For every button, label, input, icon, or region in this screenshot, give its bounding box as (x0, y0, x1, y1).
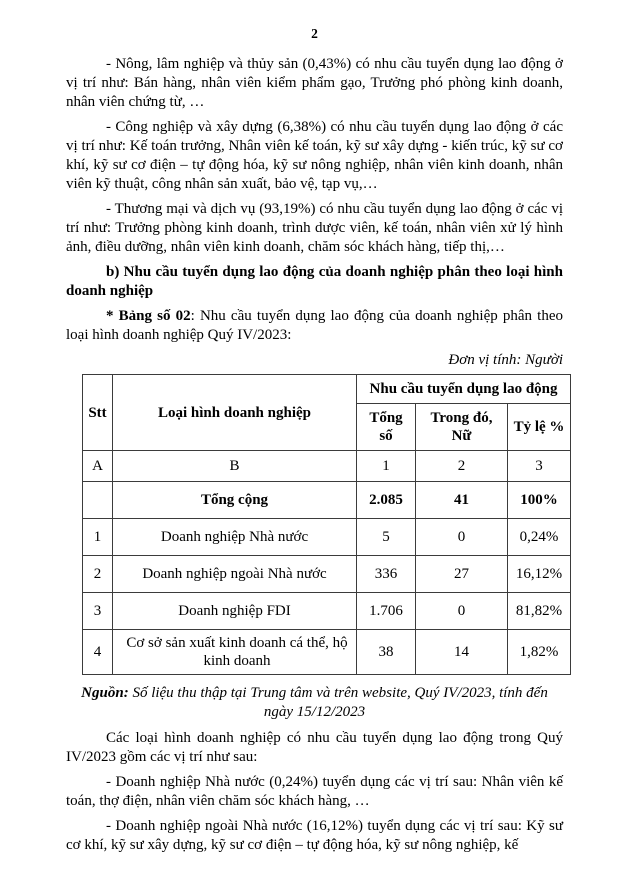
paragraph-state-enterprise: - Doanh nghiệp Nhà nước (0,24%) tuyển dụng các vị trí sau: Nhân viên kế toán, thợ điện, nhân viên chăm sóc khách hàng, … (66, 774, 563, 809)
index-cell-a: A (83, 451, 113, 482)
row-label: Cơ sở sản xuất kinh doanh cá thể, hộ kinh doanh (113, 630, 357, 675)
header-cell-rate: Tỷ lệ % (508, 404, 571, 451)
total-row-female: 41 (416, 482, 508, 519)
index-cell-2: 2 (416, 451, 508, 482)
header-cell-female: Trong đó, Nữ (416, 404, 508, 451)
row-female: 0 (416, 593, 508, 630)
row-total: 1.706 (357, 593, 416, 630)
paragraph-intro-enterprise-types: Các loại hình doanh nghiệp có nhu cầu tuyển dụng lao động trong Quý IV/2023 gồm các vị trí như sau: (66, 730, 563, 765)
page-number: 2 (311, 26, 318, 41)
header-cell-total: Tổng số (357, 404, 416, 451)
paragraph-agriculture-sector: - Nông, lâm nghiệp và thủy sản (0,43%) có nhu cầu tuyển dụng lao động ở vị trí như: Bán hàng, nhân viên kiểm phẩm gạo, Trưởng phó phòng kinh doanh, nhân viên chứng từ, … (66, 56, 563, 110)
source-note-label: Nguồn: (81, 685, 129, 701)
table-caption-number: * Bảng số 02 (106, 308, 191, 324)
row-female: 27 (416, 556, 508, 593)
row-rate: 0,24% (508, 519, 571, 556)
row-total: 336 (357, 556, 416, 593)
total-row-total: 2.085 (357, 482, 416, 519)
header-cell-type: Loại hình doanh nghiệp (113, 375, 357, 451)
paragraph-trade-sector: - Thương mại và dịch vụ (93,19%) có nhu cầu tuyển dụng lao động ở các vị trí như: Trưởng phòng kinh doanh, trình dược viên, kế toán, nhân viên xử lý hình ảnh, điều dưỡng, nhân viên kinh doanh, chăm sóc khách hàng, tiếp thị,… (66, 201, 563, 255)
unit-note: Đơn vị tính: Người (448, 352, 563, 368)
row-stt: 2 (83, 556, 113, 593)
index-cell-1: 1 (357, 451, 416, 482)
table-header-row-1 (83, 375, 571, 404)
table-caption (66, 307, 563, 345)
index-cell-b: B (113, 451, 357, 482)
source-note-text: Số liệu thu thập tại Trung tâm và trên website, Quý IV/2023, tính đến ngày 15/12/2023 (128, 685, 548, 720)
total-row-stt (83, 482, 113, 519)
source-note (66, 684, 563, 722)
row-stt: 1 (83, 519, 113, 556)
row-total: 5 (357, 519, 416, 556)
header-cell-group: Nhu cầu tuyển dụng lao động (357, 375, 571, 404)
row-female: 14 (416, 630, 508, 675)
row-total: 38 (357, 630, 416, 675)
table-caption-text: : Nhu cầu tuyển dụng lao động của doanh nghiệp phân theo loại hình doanh nghiệp Quý IV/2023: (66, 308, 564, 343)
table-index-row (83, 451, 571, 482)
table-row (83, 593, 571, 630)
total-row-label: Tổng cộng (113, 482, 357, 519)
row-rate: 1,82% (508, 630, 571, 675)
table-row (83, 630, 571, 675)
row-female: 0 (416, 519, 508, 556)
index-cell-3: 3 (508, 451, 571, 482)
header-cell-stt: Stt (83, 375, 113, 451)
paragraph-non-state-enterprise: - Doanh nghiệp ngoài Nhà nước (16,12%) tuyển dụng các vị trí sau: Kỹ sư cơ khí, kỹ sư xây dựng, kỹ sư cơ điện – tự động hóa, kỹ sư nông nghiệp, kế (66, 818, 563, 853)
row-rate: 16,12% (508, 556, 571, 593)
row-label: Doanh nghiệp Nhà nước (113, 519, 357, 556)
recruitment-demand-table (82, 374, 571, 675)
row-stt: 4 (83, 630, 113, 675)
table-total-row (83, 482, 571, 519)
table-row (83, 519, 571, 556)
table-row (83, 556, 571, 593)
row-stt: 3 (83, 593, 113, 630)
row-label: Doanh nghiệp FDI (113, 593, 357, 630)
section-heading-b: b) Nhu cầu tuyển dụng lao động của doanh nghiệp phân theo loại hình doanh nghiệp (66, 264, 563, 299)
total-row-rate: 100% (508, 482, 571, 519)
paragraph-industry-sector: - Công nghiệp và xây dựng (6,38%) có nhu cầu tuyển dụng lao động ở các vị trí như: Kế toán trưởng, Nhân viên kế toán, kỹ sư xây dựng - kiến trúc, kỹ sư cơ khí, kỹ sư cơ điện – tự động hóa, kỹ sư nông nghiệp, nhân viên kinh doanh, nhân viên kỹ thuật, công nhân sản xuất, bảo vệ, tạp vụ,… (66, 119, 563, 192)
row-rate: 81,82% (508, 593, 571, 630)
row-label: Doanh nghiệp ngoài Nhà nước (113, 556, 357, 593)
